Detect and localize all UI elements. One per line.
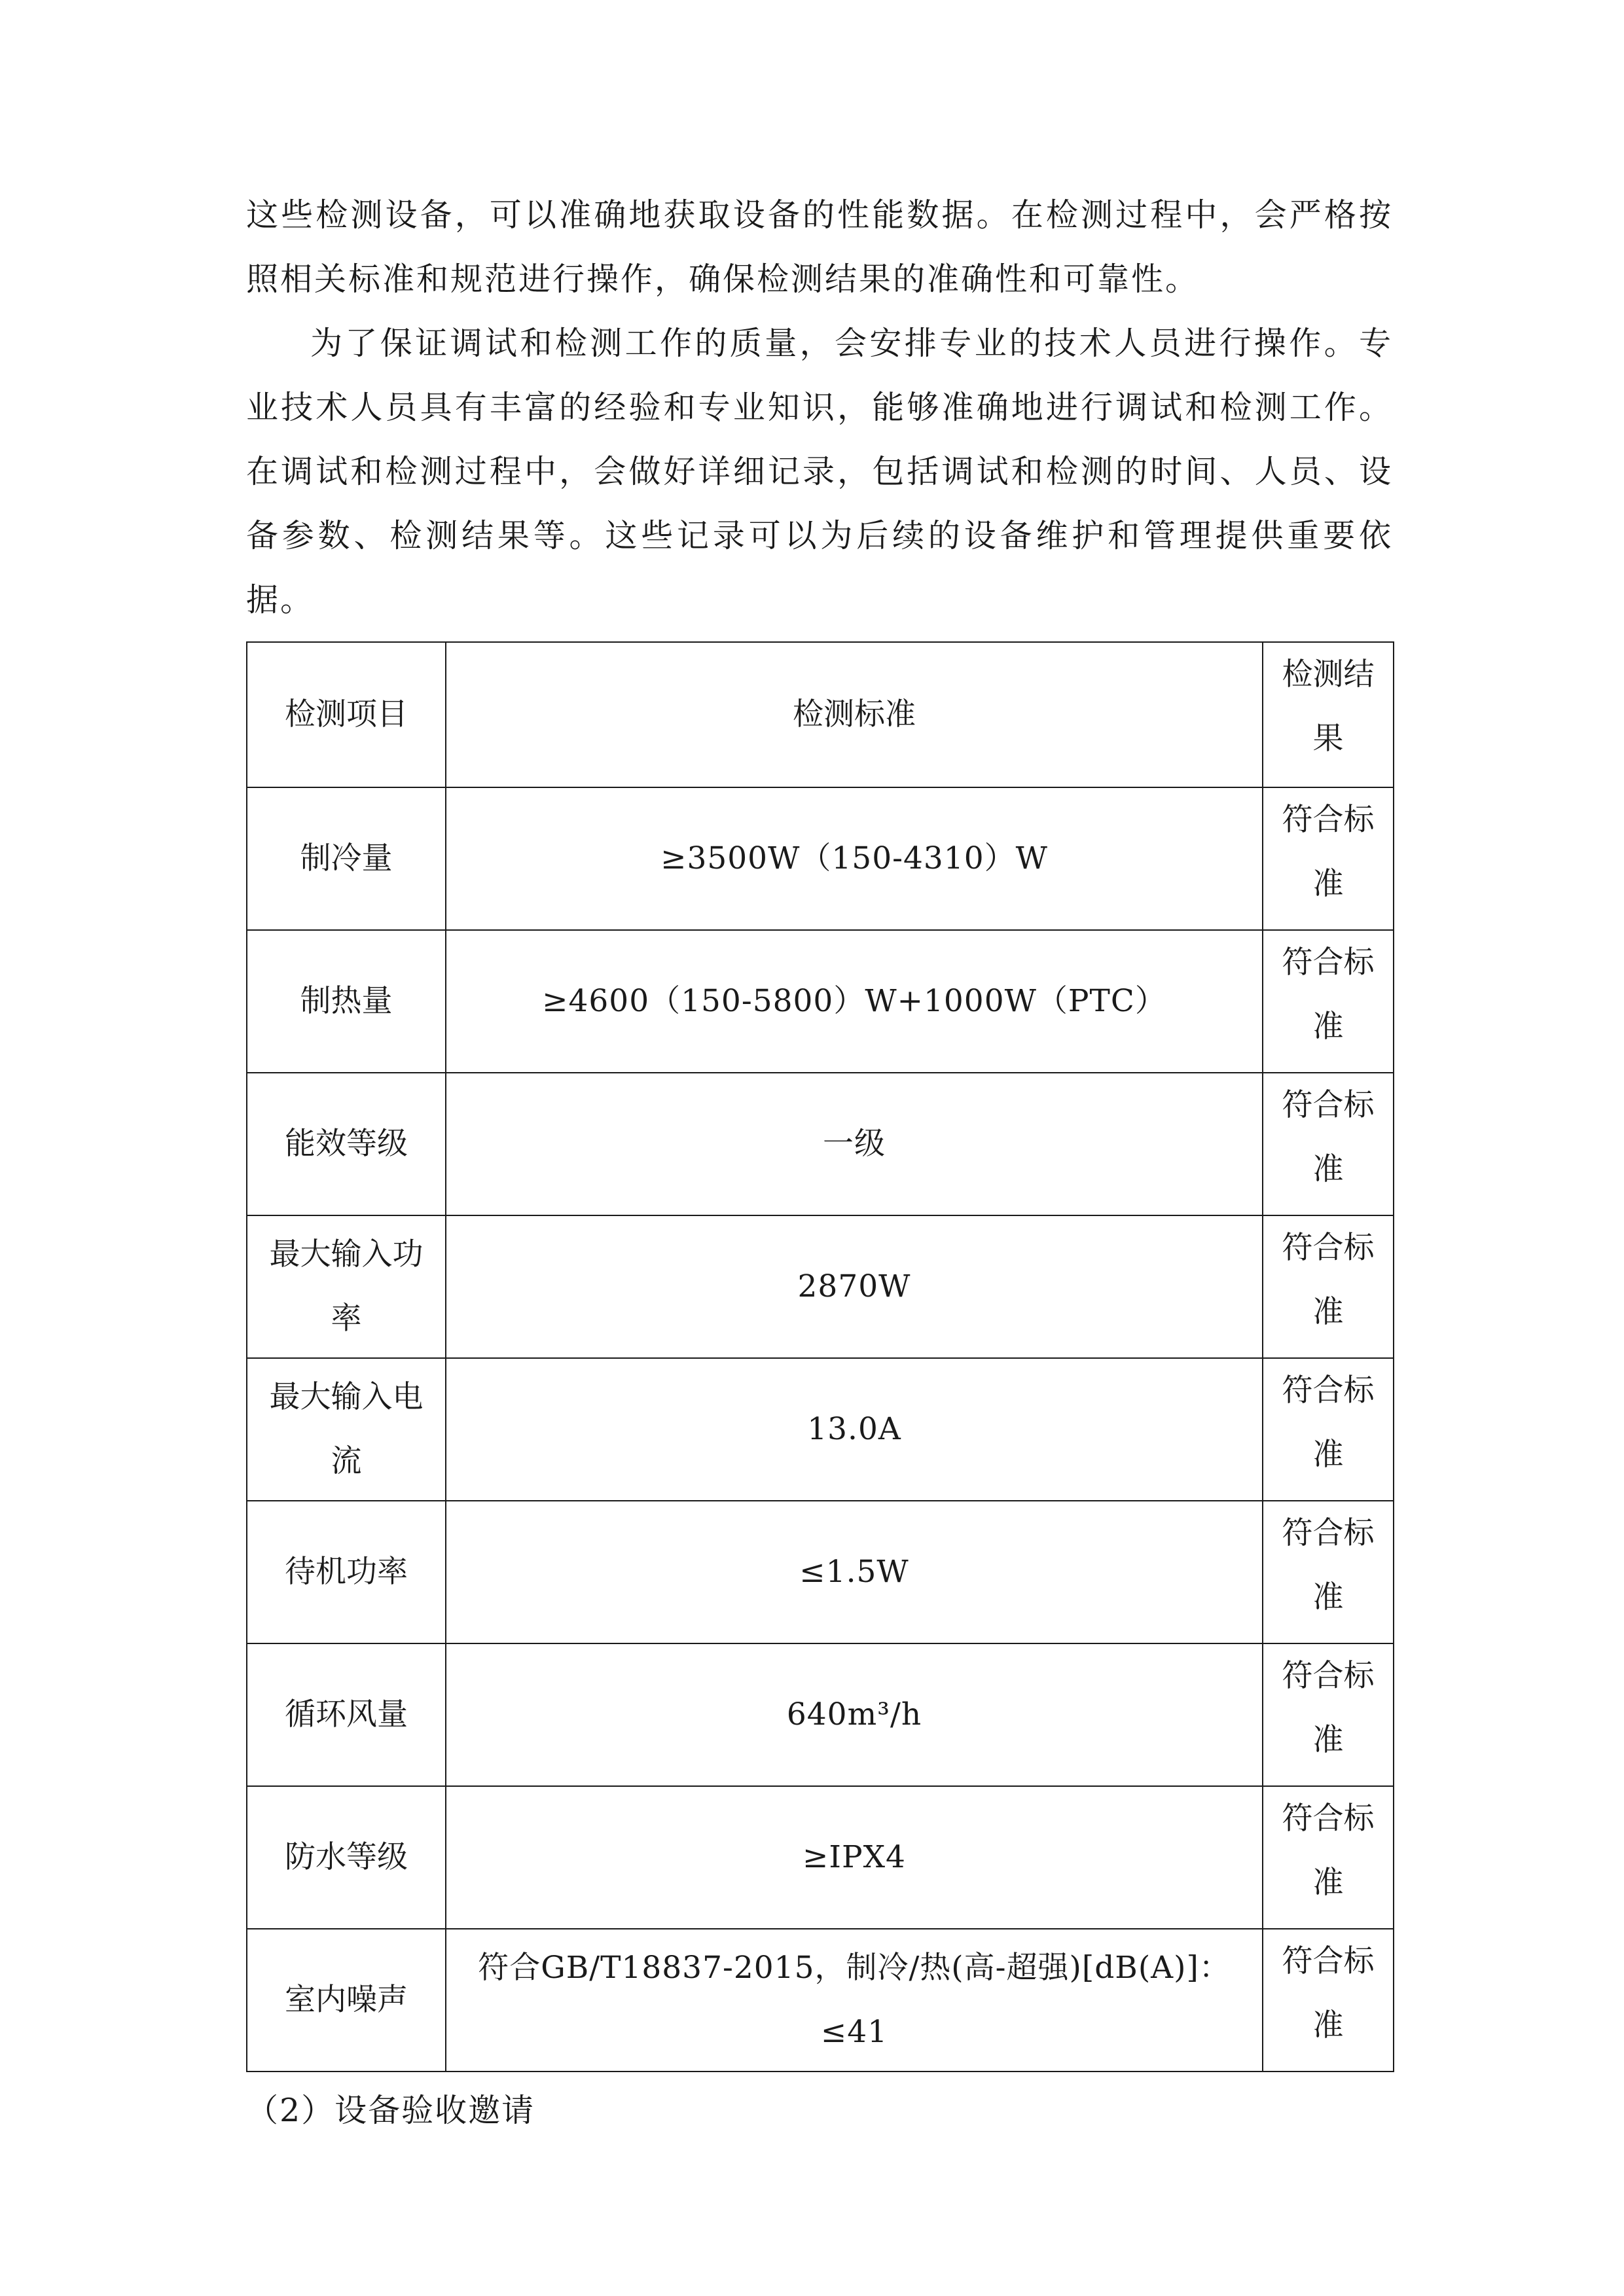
cell-result: 符合标准 xyxy=(1263,930,1394,1073)
cell-standard: ≥IPX4 xyxy=(446,1786,1263,1929)
header-result: 检测结果 xyxy=(1263,642,1394,787)
paragraph-quality-assurance: 为了保证调试和检测工作的质量，会安排专业的技术人员进行操作。专业技术人员具有丰富的经验和专业知识，能够准确地进行调试和检测工作。在调试和检测过程中，会做好详细记录，包括调试和检测的时间、人员、设备参数、检测结果等。这些记录可以为后续的设备维护和管理提供重要依据。 xyxy=(246,325,1393,619)
table-row xyxy=(247,1786,1394,1929)
cell-result: 符合标准 xyxy=(1263,787,1394,930)
section-heading: （2）设备验收邀请 xyxy=(246,2092,535,2129)
document-page xyxy=(246,183,1393,2143)
cell-item: 室内噪声 xyxy=(247,1929,446,2072)
cell-standard: ≥4600（150-5800）W+1000W（PTC） xyxy=(446,930,1263,1073)
cell-result: 符合标准 xyxy=(1263,1929,1394,2072)
inspection-table xyxy=(246,641,1394,2072)
cell-result: 符合标准 xyxy=(1263,1501,1394,1643)
cell-standard: ≥3500W（150-4310）W xyxy=(446,787,1263,930)
cell-item: 防水等级 xyxy=(247,1786,446,1929)
cell-standard: 640m³/h xyxy=(446,1643,1263,1786)
header-item: 检测项目 xyxy=(247,642,446,787)
cell-result: 符合标准 xyxy=(1263,1358,1394,1501)
cell-standard: 13.0A xyxy=(446,1358,1263,1501)
header-standard: 检测标准 xyxy=(446,642,1263,787)
table-row xyxy=(247,787,1394,930)
table-header-row xyxy=(247,642,1394,787)
cell-item: 待机功率 xyxy=(247,1501,446,1643)
table-row xyxy=(247,1073,1394,1215)
cell-standard: 符合GB/T18837-2015，制冷/热(高-超强)[dB(A)]：≤41 xyxy=(446,1929,1263,2072)
table-row xyxy=(247,1215,1394,1358)
table-row xyxy=(247,1501,1394,1643)
cell-item: 能效等级 xyxy=(247,1073,446,1215)
paragraph-inspection-equipment: 这些检测设备，可以准确地获取设备的性能数据。在检测过程中，会严格按照相关标准和规范进行操作，确保检测结果的准确性和可靠性。 xyxy=(246,196,1393,298)
table-row xyxy=(247,1358,1394,1501)
cell-item: 循环风量 xyxy=(247,1643,446,1786)
cell-standard: ≤1.5W xyxy=(446,1501,1263,1643)
cell-item: 制冷量 xyxy=(247,787,446,930)
table-row xyxy=(247,1929,1394,2072)
table-row xyxy=(247,930,1394,1073)
table-row xyxy=(247,1643,1394,1786)
cell-result: 符合标准 xyxy=(1263,1643,1394,1786)
cell-standard: 一级 xyxy=(446,1073,1263,1215)
cell-item: 最大输入电流 xyxy=(247,1358,446,1501)
cell-item: 最大输入功率 xyxy=(247,1215,446,1358)
cell-result: 符合标准 xyxy=(1263,1073,1394,1215)
cell-standard: 2870W xyxy=(446,1215,1263,1358)
cell-item: 制热量 xyxy=(247,930,446,1073)
cell-result: 符合标准 xyxy=(1263,1215,1394,1358)
cell-result: 符合标准 xyxy=(1263,1786,1394,1929)
